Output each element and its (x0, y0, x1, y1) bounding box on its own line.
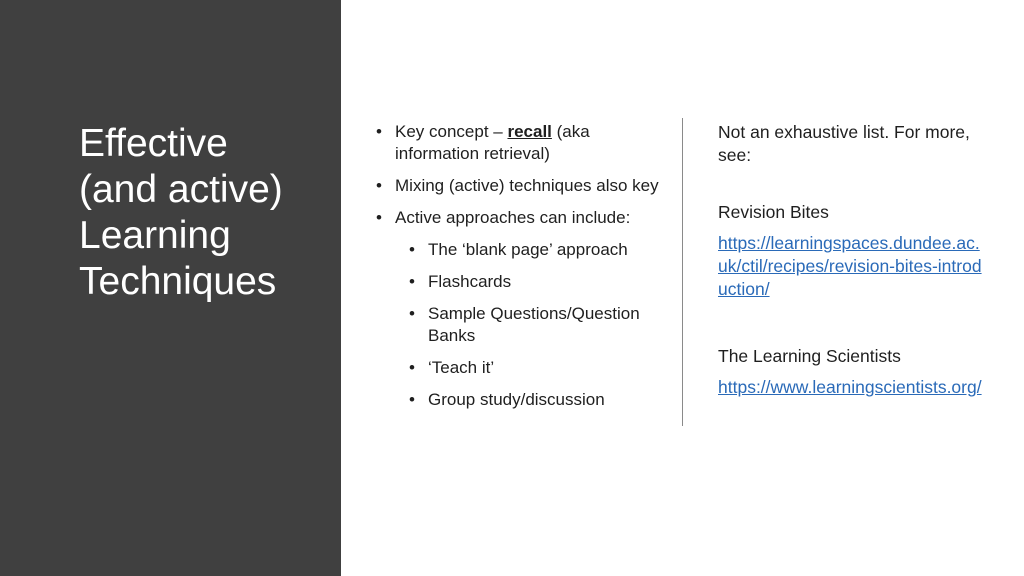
bullet-text: Group study/discussion (428, 390, 605, 409)
note-text: Not an exhaustive list. For more, see: (718, 122, 970, 165)
bullet-dot-icon: • (409, 304, 415, 323)
bullet-text: (aka information retrieval) (395, 122, 590, 163)
bullet-emphasis: recall (507, 122, 552, 141)
bullet-dot-icon: • (409, 358, 415, 377)
bullet-dot-icon: • (409, 240, 415, 259)
bullet-dot-icon: • (376, 122, 382, 141)
column-divider (682, 118, 683, 426)
bullet-text: Sample Questions/Question Banks (428, 304, 640, 345)
bullet-dot-icon: • (409, 390, 415, 409)
bullet-dot-icon: • (376, 176, 382, 195)
learning-scientists-link[interactable]: https://www.learningscientists.org/ (718, 377, 982, 397)
sub-bullet-sample-questions (409, 303, 666, 347)
sub-bullet-group-study (409, 389, 666, 411)
bullet-active-approaches (376, 207, 666, 229)
revision-bites-link[interactable]: https://learningspaces.dundee.ac.uk/ctil/recipes/revision-bites-introduction/ (718, 233, 982, 299)
sub-bullet-teach-it (409, 357, 666, 379)
slide-title (79, 121, 329, 305)
resources-column (718, 121, 988, 399)
bullet-list (376, 121, 666, 421)
bullet-text: The ‘blank page’ approach (428, 240, 628, 259)
sub-bullet-flashcards (409, 271, 666, 293)
bullet-text: Mixing (active) techniques also key (395, 176, 659, 195)
bullet-dot-icon: • (409, 272, 415, 291)
sub-bullet-blank-page (409, 239, 666, 261)
title-line: Techniques (79, 260, 277, 303)
resource-title-revision-bites: Revision Bites (718, 202, 829, 222)
title-panel (0, 0, 341, 576)
bullet-mixing (376, 175, 666, 197)
bullet-text: ‘Teach it’ (428, 358, 495, 377)
title-line: Learning (79, 214, 231, 257)
title-line: Effective (79, 122, 228, 165)
bullet-text: Flashcards (428, 272, 512, 291)
bullet-text: Active approaches can include: (395, 208, 631, 227)
bullet-text: Key concept – (395, 122, 508, 141)
bullet-dot-icon: • (376, 208, 382, 227)
bullet-key-concept (376, 121, 666, 165)
resource-title-learning-scientists: The Learning Scientists (718, 346, 901, 366)
title-line: (and active) (79, 168, 283, 211)
